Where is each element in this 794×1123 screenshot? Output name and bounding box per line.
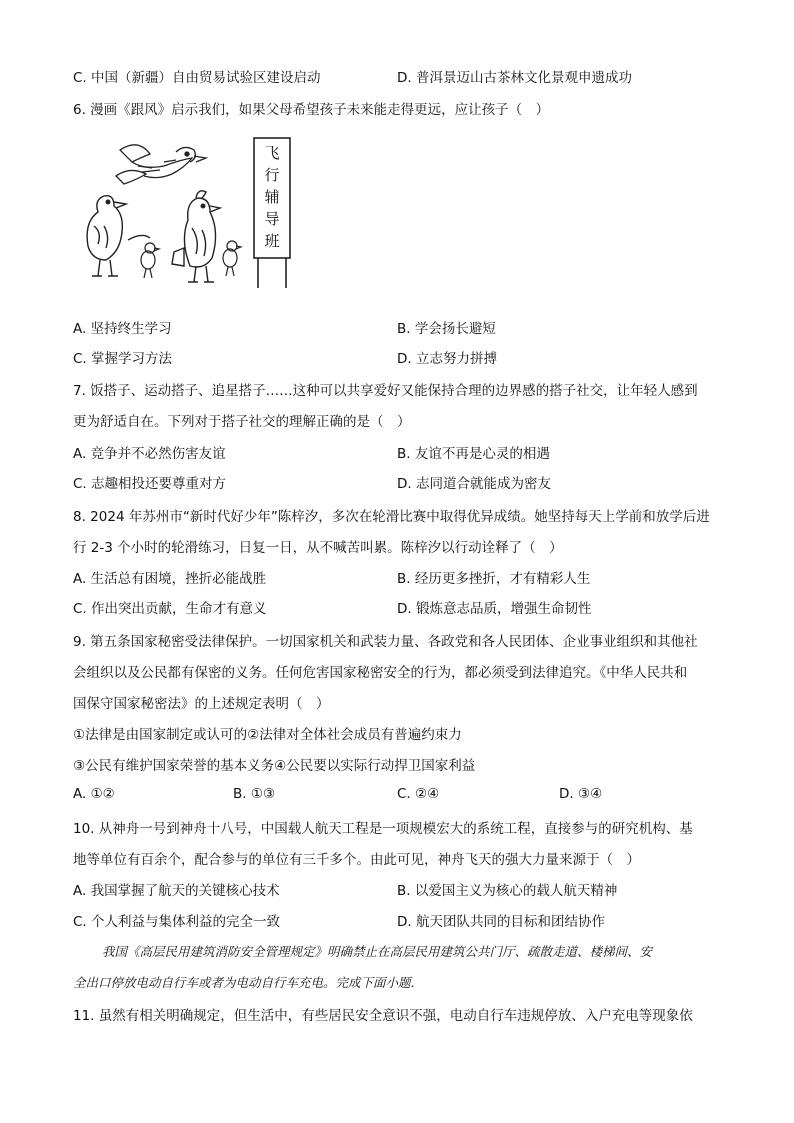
q10-option-d: D. 航天团队共同的目标和团结协作 bbox=[397, 914, 605, 930]
q9-option-b: B. ①③ bbox=[233, 786, 276, 802]
q8-options-cd bbox=[73, 597, 733, 617]
q7-options-cd bbox=[73, 472, 733, 492]
q7-option-c: C. 志趣相投还要尊重对方 bbox=[73, 476, 227, 492]
q11-stem-line-1: 11. 虽然有相关明确规定，但生活中，有些居民安全意识不强，电动自行车违规停放、入户充电等现象依 bbox=[73, 1008, 693, 1024]
q7-option-a: A. 竞争并不必然伤害友谊 bbox=[73, 446, 226, 462]
q9-statements-1: ①法律是由国家制定或认可的②法律对全体社会成员有普遍约束力 bbox=[73, 727, 462, 743]
q9-stem-line-3: 国保守国家秘密法》的上述规定表明（ ） bbox=[73, 696, 330, 712]
q8-option-c: C. 作出突出贡献，生命才有意义 bbox=[73, 601, 267, 617]
q6-option-d: D. 立志努力拼搏 bbox=[397, 351, 497, 367]
q10-options-cd bbox=[73, 910, 733, 930]
rooster-illustration bbox=[172, 191, 220, 282]
q8-option-d: D. 锻炼意志品质，增强生命韧性 bbox=[397, 601, 592, 617]
q7-option-d: D. 志同道合就能成为密友 bbox=[397, 476, 551, 492]
q7-options-ab bbox=[73, 442, 733, 462]
q9-stem-line-2: 会组织以及公民都有保密的义务。任何危害国家秘密安全的行为，都必须受到法律追究。《中华人民共和 bbox=[73, 665, 688, 681]
chick-illustration bbox=[141, 241, 241, 278]
q6-stem: 6. 漫画《跟风》启示我们，如果父母希望孩子未来能走得更远，应让孩子（ ） bbox=[73, 102, 550, 118]
q9-stem-line-1: 9. 第五条国家秘密受法律保护。一切国家机关和武装力量、各政党和各人民团体、企业事业组织和其他社 bbox=[73, 634, 698, 650]
flying-bird-illustration bbox=[116, 145, 206, 184]
q9-statements-2: ③公民有维护国家荣誉的基本义务④公民要以实际行动捍卫国家利益 bbox=[73, 758, 476, 774]
q6-option-c: C. 掌握学习方法 bbox=[73, 351, 173, 367]
q8-stem-line-2: 行 2-3 个小时的轮滑练习，日复一日，从不喊苦叫累。陈梓汐以行动诠释了（ ） bbox=[73, 540, 563, 556]
q8-option-b: B. 经历更多挫折，才有精彩人生 bbox=[397, 571, 591, 587]
material-line-1: 我国《高层民用建筑消防安全管理规定》明确禁止在高层民用建筑公共门厅、疏散走道、楼梯间、安 bbox=[102, 944, 653, 959]
fork-stick-illustration bbox=[128, 235, 150, 240]
q10-option-b: B. 以爱国主义为核心的载人航天精神 bbox=[397, 883, 618, 899]
q6-option-a: A. 坚持终生学习 bbox=[73, 321, 172, 337]
q6-options-ab bbox=[73, 317, 733, 337]
material-line-2: 全出口停放电动自行车或者为电动自行车充电。完成下面小题. bbox=[73, 975, 415, 990]
q10-options-ab bbox=[73, 879, 733, 899]
q7-option-b: B. 友谊不再是心灵的相遇 bbox=[397, 446, 550, 462]
cartoon-image bbox=[80, 136, 292, 292]
q10-option-a: A. 我国掌握了航天的关键核心技术 bbox=[73, 883, 280, 899]
q8-stem-line-1: 8. 2024 年苏州市“新时代好少年”陈梓汐，多次在轮滑比赛中取得优异成绩。她坚持每天上学前和放学后进 bbox=[73, 509, 710, 525]
q5-option-c: C. 中国（新疆）自由贸易试验区建设启动 bbox=[73, 70, 321, 86]
q9-option-c: C. ②④ bbox=[397, 786, 440, 802]
q9-option-a: A. ①② bbox=[73, 786, 115, 802]
hen-illustration bbox=[87, 196, 126, 276]
q9-option-d: D. ③④ bbox=[559, 786, 603, 802]
q7-stem-line-1: 7. 饭搭子、运动搭子、追星搭子……这种可以共享爱好又能保持合理的边界感的搭子社交，让年轻人感到 bbox=[73, 383, 698, 399]
sign-char-5: 班 bbox=[264, 232, 280, 250]
q5-options-cd bbox=[73, 66, 733, 86]
sign-char-4: 导 bbox=[264, 210, 280, 228]
q10-option-c: C. 个人利益与集体利益的完全一致 bbox=[73, 914, 281, 930]
sign-char-1: 飞 bbox=[264, 144, 280, 162]
q10-stem-line-2: 地等单位有百余个，配合参与的单位有三千多个。由此可见，神舟飞天的强大力量来源于（ ） bbox=[73, 852, 640, 868]
q8-option-a: A. 生活总有困境，挫折必能战胜 bbox=[73, 571, 267, 587]
q7-stem-line-2: 更为舒适自在。下列对于搭子社交的理解正确的是（ ） bbox=[73, 414, 411, 430]
sign-char-3: 辅 bbox=[264, 188, 280, 206]
sign-char-2: 行 bbox=[264, 166, 280, 184]
q8-options-ab bbox=[73, 567, 733, 587]
q10-stem-line-1: 10. 从神舟一号到神舟十八号，中国载人航天工程是一项规模宏大的系统工程，直接参与的研究机构、基 bbox=[73, 821, 693, 837]
q6-options-cd bbox=[73, 347, 733, 367]
q5-option-d: D. 普洱景迈山古茶林文化景观申遗成功 bbox=[397, 70, 632, 86]
q6-option-b: B. 学会扬长避短 bbox=[397, 321, 496, 337]
